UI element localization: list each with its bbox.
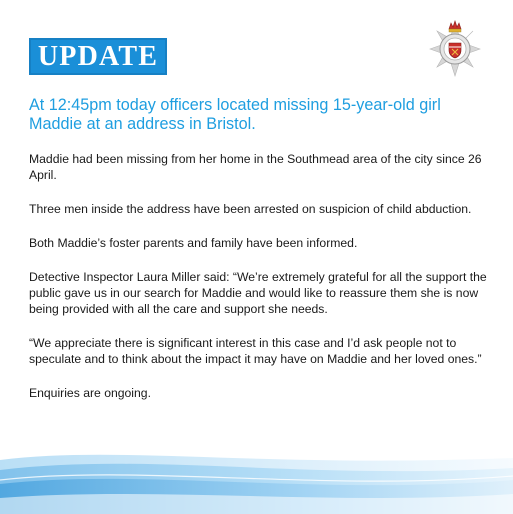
footer-wave-decoration [0, 440, 513, 514]
headline: At 12:45pm today officers located missing 15-year-old girl Maddie at an address in Bristol. [29, 96, 441, 133]
paragraph-missing: Maddie had been missing from her home in the Southmead area of the city since 26 April. [29, 152, 482, 182]
article-body [29, 151, 494, 419]
paragraph-enquiries: Enquiries are ongoing. [29, 386, 151, 400]
paragraph-appeal: “We appreciate there is significant interest in this case and I’d ask people not to speculate and to think about the impact it may have on Maddie and her loved ones.” [29, 336, 482, 366]
update-label: UPDATE [37, 41, 159, 72]
paragraph-arrests: Three men inside the address have been arrested on suspicion of child abduction. [29, 202, 472, 216]
paragraph-family: Both Maddie’s foster parents and family have been informed. [29, 236, 358, 250]
paragraph-quote: Detective Inspector Laura Miller said: “We’re extremely grateful for all the support the public gave us in our search for Maddie and would like to reassure them she is now being provided with all the care and support she needs. [29, 270, 487, 316]
police-crest-icon [424, 18, 486, 80]
update-banner [29, 38, 167, 75]
